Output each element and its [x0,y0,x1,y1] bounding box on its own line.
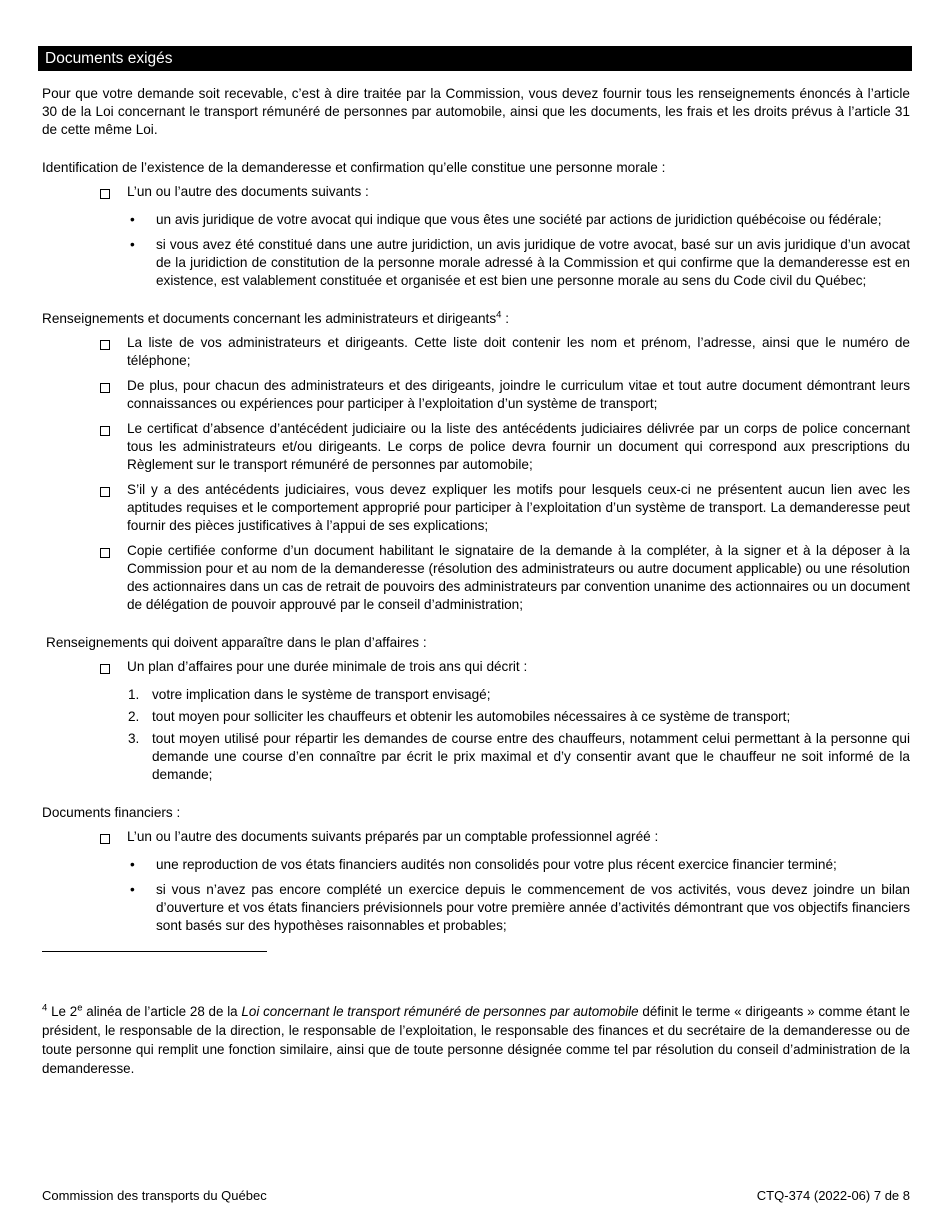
checkbox-item-label: La liste de vos administrateurs et dirigeants. Cette liste doit contenir les nom et prénom, l’adresse, ainsi que le numéro de téléphone; [127,335,910,368]
checkbox-item-label: L’un ou l’autre des documents suivants : [127,184,369,199]
checkbox-icon[interactable] [100,426,110,436]
bullet-item-row [42,236,910,290]
section-financial [42,804,910,935]
bullet-item-text: un avis juridique de votre avocat qui indique que vous êtes une société par actions de juridiction québécoise ou fédérale; [156,212,882,227]
checkbox-icon[interactable] [100,834,110,844]
checkbox-marker-cell [100,334,127,355]
checkbox-item-row [42,481,910,535]
numbered-item-text: tout moyen utilisé pour répartir les demandes de course entre des chauffeurs, notamment celui permettant à la personne qui demande une course d’en connaître par écrit le prix maximal et d’y consentir avant que le chauffeur ne soit informé de la demande; [152,731,910,782]
footnote-text [42,1002,910,1078]
footnote-part2: alinéa de l’article 28 de la [82,1004,242,1019]
checkbox-item-label: S’il y a des antécédents judiciaires, vous devez expliquer les motifs pour lesquels ceux-ci ne présentent aucun lien avec les aptitudes requises et le comportement approprié pour participer à l’exploitation d’un système de transport. La demanderesse peut fournir des pièces justificatives à l’appui de ses explications; [127,482,910,533]
bullet-item-text: si vous avez été constitué dans une autre juridiction, un avis juridique de votre avocat, basé sur un avis juridique d’un avocat de la juridiction de constitution de la personne morale adressé à la Commission et qui confirme que la demanderesse est en existence, est valablement constituée et organisée et est bien une personne morale au sens du Code civil du Québec; [156,237,910,288]
bullet-icon: • [130,237,135,252]
bullet-icon: • [130,857,135,872]
checkbox-marker-cell [100,658,127,679]
section-title-bar [38,46,912,71]
checkbox-item-row [42,420,910,474]
footer-organization: Commission des transports du Québec [42,1188,267,1203]
checkbox-marker-cell [100,183,127,204]
bullet-item-text: une reproduction de vos états financiers audités non consolidés pour votre plus récent exercice financier terminé; [156,857,837,872]
list-number: 1. [128,687,140,702]
section-identification-heading: Identification de l’existence de la demanderesse et confirmation qu’elle constitue une personne morale : [42,160,666,175]
checkbox-item-row [42,542,910,614]
page-title: Documents exigés [45,50,173,67]
checkbox-icon[interactable] [100,189,110,199]
footnote-ordinal-sup: e [77,1002,83,1014]
checkbox-marker-cell [100,481,127,502]
checkbox-item-row [42,658,910,679]
section-admin-heading-colon: : [501,311,509,326]
footer-form-number: CTQ-374 (2022-06) 7 de 8 [756,1188,910,1203]
checkbox-item-row [42,183,910,204]
intro-paragraph: Pour que votre demande soit recevable, c’est à dire traitée par la Commission, vous devez fournir tous les renseignements énoncés à l’article 30 de la Loi concernant le transport rémunéré de personnes par automobile, ainsi que les documents, les frais et les droits prévus à l’article 31 de cette même Loi. [42,86,910,137]
numbered-item-row [42,708,910,726]
checkbox-icon[interactable] [100,340,110,350]
checkbox-marker-cell [100,420,127,441]
bullet-icon: • [130,212,135,227]
checkbox-marker-cell [100,542,127,563]
bullet-item-text: si vous n’avez pas encore complété un exercice depuis le commencement de vos activités, vous devez joindre un bilan d’ouverture et vos états financiers prévisionnels pour votre première année d’activités démontrant que vos objectifs financiers sont basés sur des hypothèses raisonnables et probables; [156,882,910,933]
numbered-item-text: tout moyen pour solliciter les chauffeurs et obtenir les automobiles nécessaires à ce système de transport; [152,709,791,724]
checkbox-icon[interactable] [100,664,110,674]
bullet-item-row [42,856,910,874]
numbered-item-text: votre implication dans le système de transport envisagé; [152,687,491,702]
section-plan [42,634,910,784]
section-admin-heading-text: Renseignements et documents concernant les administrateurs et dirigeants [42,311,497,326]
footnote-part1: Le 2 [47,1004,78,1019]
checkbox-item-label: Copie certifiée conforme d’un document habilitant le signataire de la demande à la compléter, à la signer et à la déposer à la Commission pour et au nom de la demanderesse (résolution des administrateurs ou autre document applicable) ou une résolution des actionnaires dans un cas de retrait de pouvoirs des administrateurs par convention unanime des actionnaires ou un document de délégation de pouvoir approuvé par le conseil d’administration; [127,543,910,612]
footnote-part3: définit le terme « dirigeants » comme étant le président, le responsable de la direction, le responsable de l’exploitation, le responsable des finances et du secrétaire de la demanderesse ou de toute personne qui remplit une fonction similaire, ainsi que de toute personne désignée comme tel par résolution du conseil d’administration de la demanderesse. [42,1004,910,1076]
list-number: 2. [128,709,140,724]
section-financial-heading: Documents financiers : [42,805,181,820]
checkbox-item-row [42,377,910,413]
section-plan-heading: Renseignements qui doivent apparaître dans le plan d’affaires : [46,635,427,650]
checkbox-item-label: Un plan d’affaires pour une durée minimale de trois ans qui décrit : [127,659,528,674]
law-title: Loi concernant le transport rémunéré de personnes par automobile [241,1004,639,1019]
footnote-marker: 4 [42,1002,48,1014]
footnote-reference: 4 [496,309,502,321]
checkbox-icon[interactable] [100,487,110,497]
bullet-item-row [42,881,910,935]
checkbox-item-label: De plus, pour chacun des administrateurs et des dirigeants, joindre le curriculum vitae et tout autre document démontrant leurs connaissances ou expériences pour participer à l’exploitation d’un système de transport; [127,378,910,411]
footnote-separator [42,951,267,952]
section-identification [42,159,910,290]
numbered-item-row [42,730,910,784]
bullet-icon: • [130,882,135,897]
checkbox-item-row [42,828,910,849]
checkbox-item-label: L’un ou l’autre des documents suivants préparés par un comptable professionnel agréé : [127,829,659,844]
checkbox-icon[interactable] [100,383,110,393]
page-footer [42,1188,910,1204]
list-number: 3. [128,731,140,746]
bullet-item-row [42,211,910,229]
section-admin-heading [42,310,910,328]
checkbox-marker-cell [100,828,127,849]
checkbox-icon[interactable] [100,548,110,558]
numbered-item-row [42,686,910,704]
checkbox-item-label: Le certificat d’absence d’antécédent judiciaire ou la liste des antécédents judiciaires délivrée par un corps de police concernant tous les administrateurs et/ou dirigeants. Le corps de police devra fournir un document qui correspond aux prescriptions du Règlement sur le transport rémunéré de personnes par automobile; [127,421,910,472]
checkbox-item-row [42,334,910,370]
section-admin [42,310,910,614]
checkbox-marker-cell [100,377,127,398]
